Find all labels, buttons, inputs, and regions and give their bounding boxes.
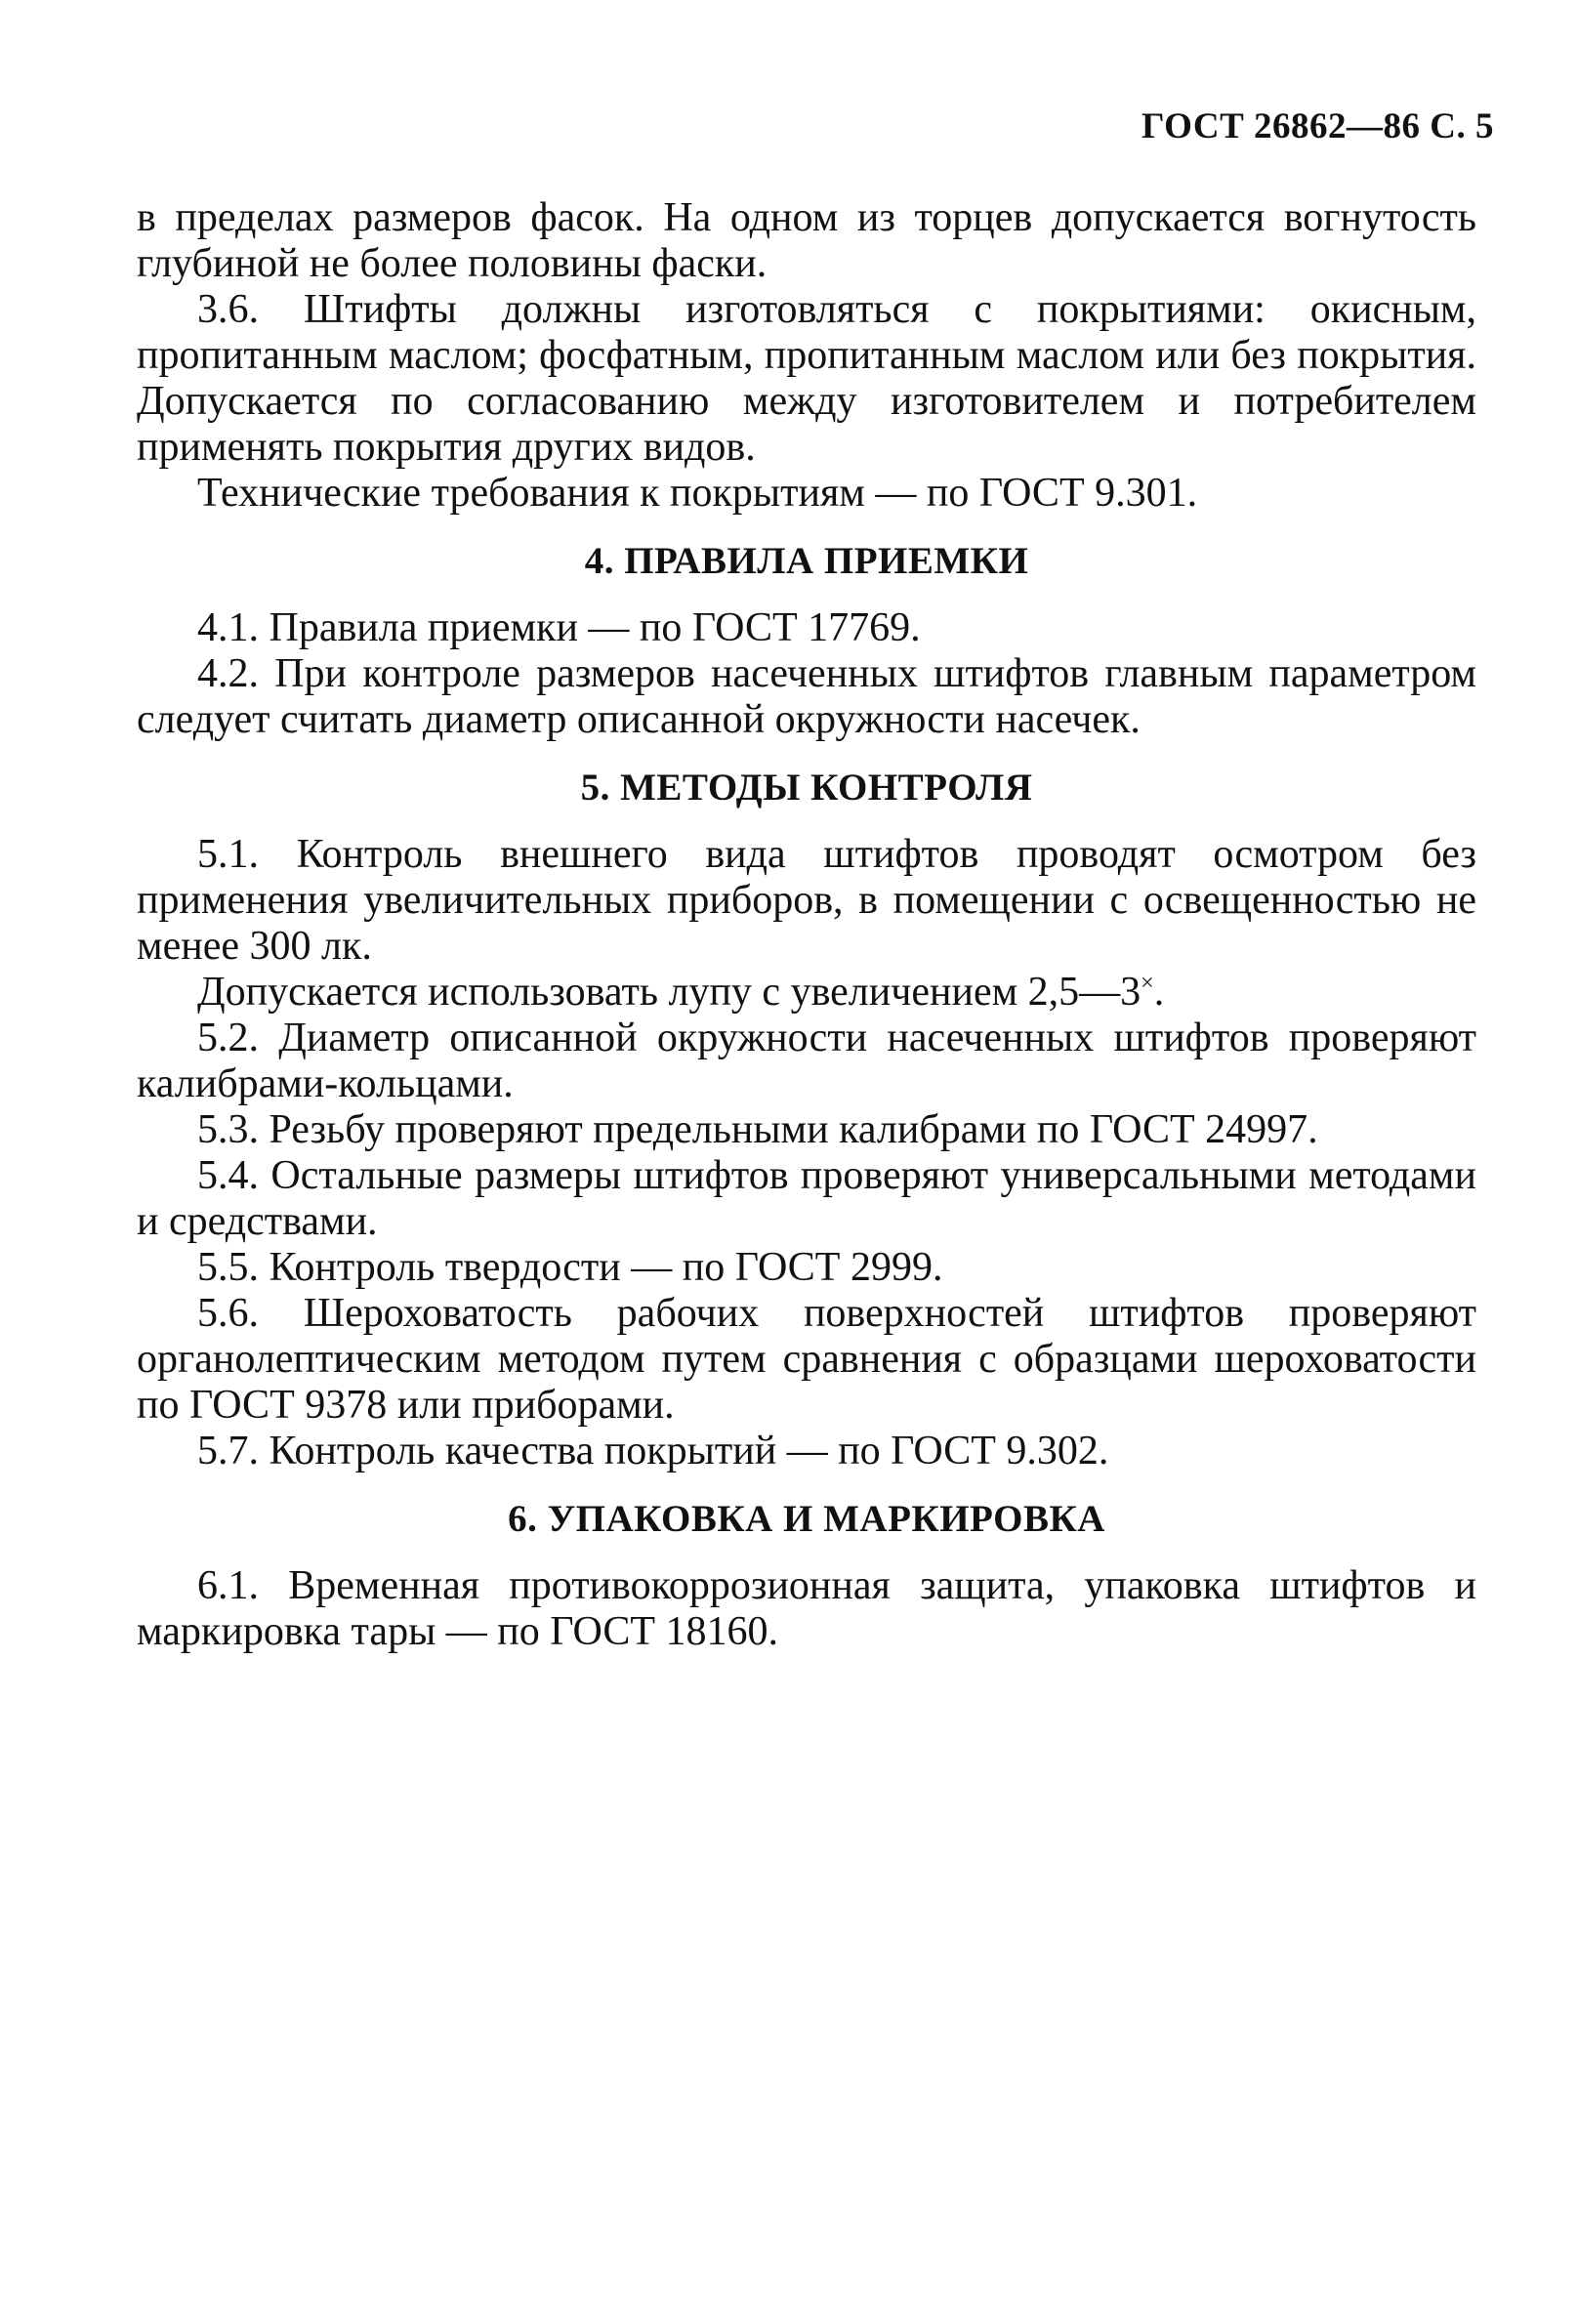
- paragraph-4-2: 4.2. При контроле размеров насеченных штифтов главным параметром следует считать диаметр описанной окружности насечек.: [137, 651, 1476, 742]
- paragraph-5-6: 5.6. Шероховатость рабочих поверхностей штифтов проверяют органолептическим методом путем сравнения с образцами шероховатости по ГОСТ 9378 или приборами.: [137, 1291, 1476, 1428]
- magnification-sup: ×: [1141, 971, 1154, 996]
- page-header: ГОСТ 26862—86 С. 5: [1141, 106, 1494, 146]
- paragraph-5-1-loupe-text: Допускается использовать лупу с увеличением 2,5—3: [197, 970, 1141, 1015]
- paragraph-5-1: 5.1. Контроль внешнего вида штифтов проводят осмотром без применения увеличительных приборов, в помещении с освещенностью не менее 300 лк.: [137, 832, 1476, 969]
- document-body: [137, 195, 1476, 1655]
- paragraph-5-2: 5.2. Диаметр описанной окружности насеченных штифтов проверяют калибрами-кольцами.: [137, 1016, 1476, 1106]
- paragraph-3-5-continued: в пределах размеров фасок. На одном из торцев допускается вогнутость глубиной не более половины фаски.: [137, 195, 1476, 286]
- paragraph-5-4: 5.4. Остальные размеры штифтов проверяют универсальными методами и средствами.: [137, 1153, 1476, 1244]
- paragraph-5-3: 5.3. Резьбу проверяют предельными калибрами по ГОСТ 24997.: [197, 1107, 1318, 1152]
- paragraph-5-1-loupe-end: .: [1153, 970, 1165, 1015]
- section-heading-4: 4. ПРАВИЛА ПРИЕМКИ: [584, 540, 1029, 582]
- paragraph-3-6-tech-requirements: Технические требования к покрытиям — по ГОСТ 9.301.: [197, 471, 1198, 516]
- paragraph-4-1: 4.1. Правила приемки — по ГОСТ 17769.: [197, 605, 921, 650]
- paragraph-3-6: 3.6. Штифты должны изготовляться с покрытиями: окисным, пропитанным маслом; фосфатным, пропитанным маслом или без покрытия. Допускается по согласованию между изготовителем и потребителем применять покрытия других видов.: [137, 287, 1476, 470]
- section-heading-5: 5. МЕТОДЫ КОНТРОЛЯ: [580, 767, 1033, 809]
- paragraph-5-5: 5.5. Контроль твердости — по ГОСТ 2999.: [197, 1245, 943, 1290]
- paragraph-5-1-loupe: [137, 970, 1476, 1016]
- paragraph-5-7: 5.7. Контроль качества покрытий — по ГОСТ 9.302.: [197, 1429, 1109, 1473]
- section-heading-6: 6. УПАКОВКА И МАРКИРОВКА: [508, 1498, 1105, 1540]
- paragraph-6-1: 6.1. Временная противокоррозионная защита, упаковка штифтов и маркировка тары — по ГОСТ 18160.: [137, 1563, 1476, 1654]
